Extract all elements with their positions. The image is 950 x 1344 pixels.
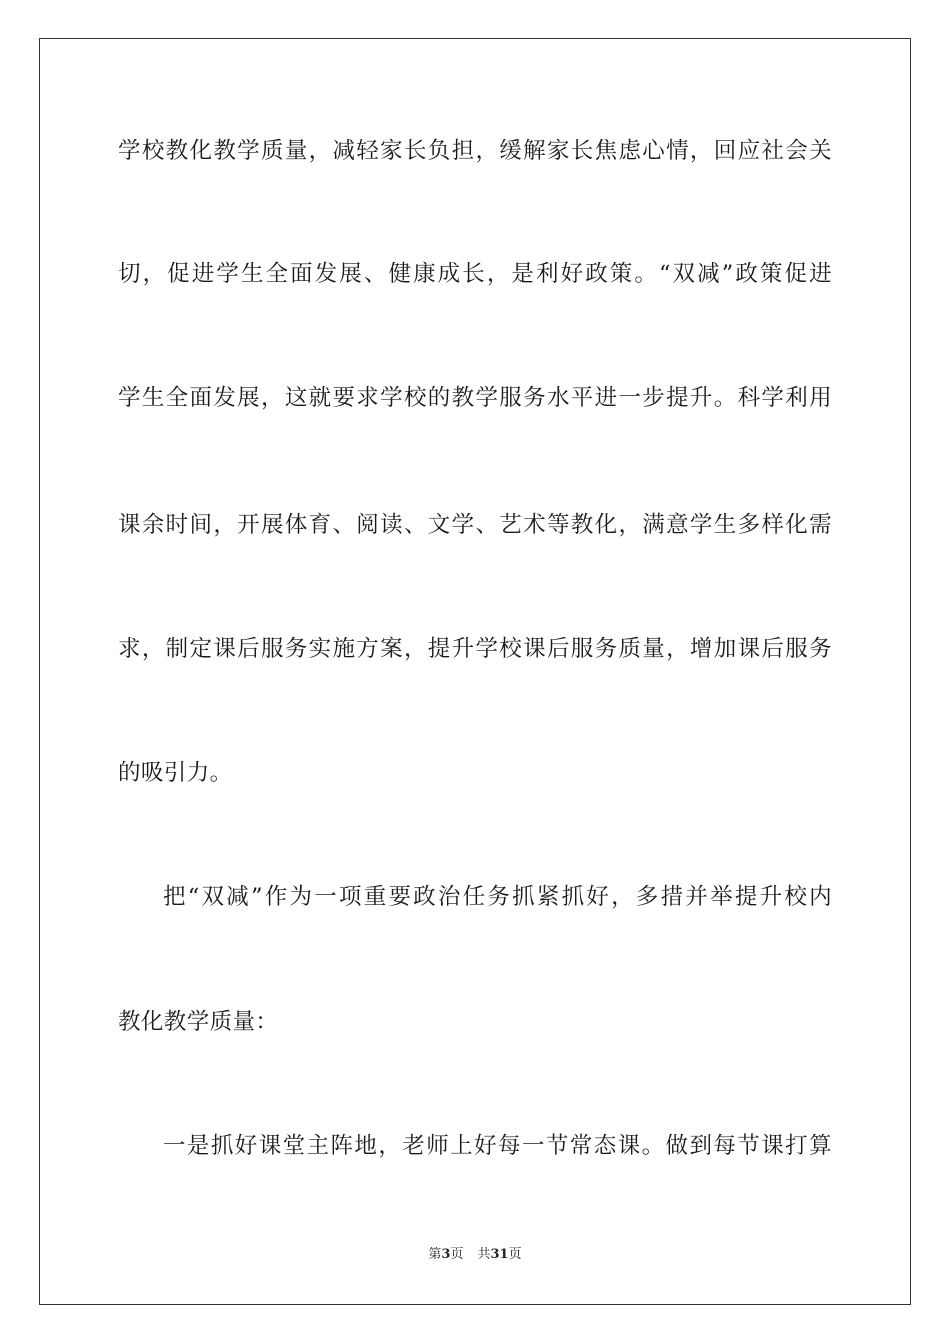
- page-number: 3: [441, 1247, 451, 1262]
- paragraph-2-line-2: 教化教学质量：: [118, 1009, 279, 1035]
- total-pages: 31: [490, 1247, 509, 1262]
- total-suffix: 页: [508, 1247, 522, 1262]
- page-border: [39, 38, 911, 1305]
- text-line-2: 切，促进学生全面发展、健康成长，是利好政策。“双减”政策促进: [118, 261, 832, 287]
- text-line-1: 学校教化教学质量，减轻家长负担，缓解家长焦虑心情，回应社会关: [118, 138, 832, 164]
- text-line-6: 的吸引力。: [118, 760, 233, 786]
- page-footer: [0, 1246, 950, 1264]
- paragraph-2-line-1: 把“双减”作为一项重要政治任务抓紧抓好，多措并举提升校内: [163, 884, 832, 910]
- text-line-3: 学生全面发展，这就要求学校的教学服务水平进一步提升。科学利用: [118, 385, 832, 411]
- paragraph-3-line-1: 一是抓好课堂主阵地，老师上好每一节常态课。做到每节课打算: [163, 1133, 832, 1159]
- page-suffix: 页: [450, 1247, 464, 1262]
- text-line-4: 课余时间，开展体育、阅读、文学、艺术等教化，满意学生多样化需: [118, 512, 832, 538]
- page-prefix: 第: [428, 1247, 442, 1262]
- total-prefix: 共: [477, 1247, 491, 1262]
- text-line-5: 求，制定课后服务实施方案，提升学校课后服务质量，增加课后服务: [118, 636, 832, 662]
